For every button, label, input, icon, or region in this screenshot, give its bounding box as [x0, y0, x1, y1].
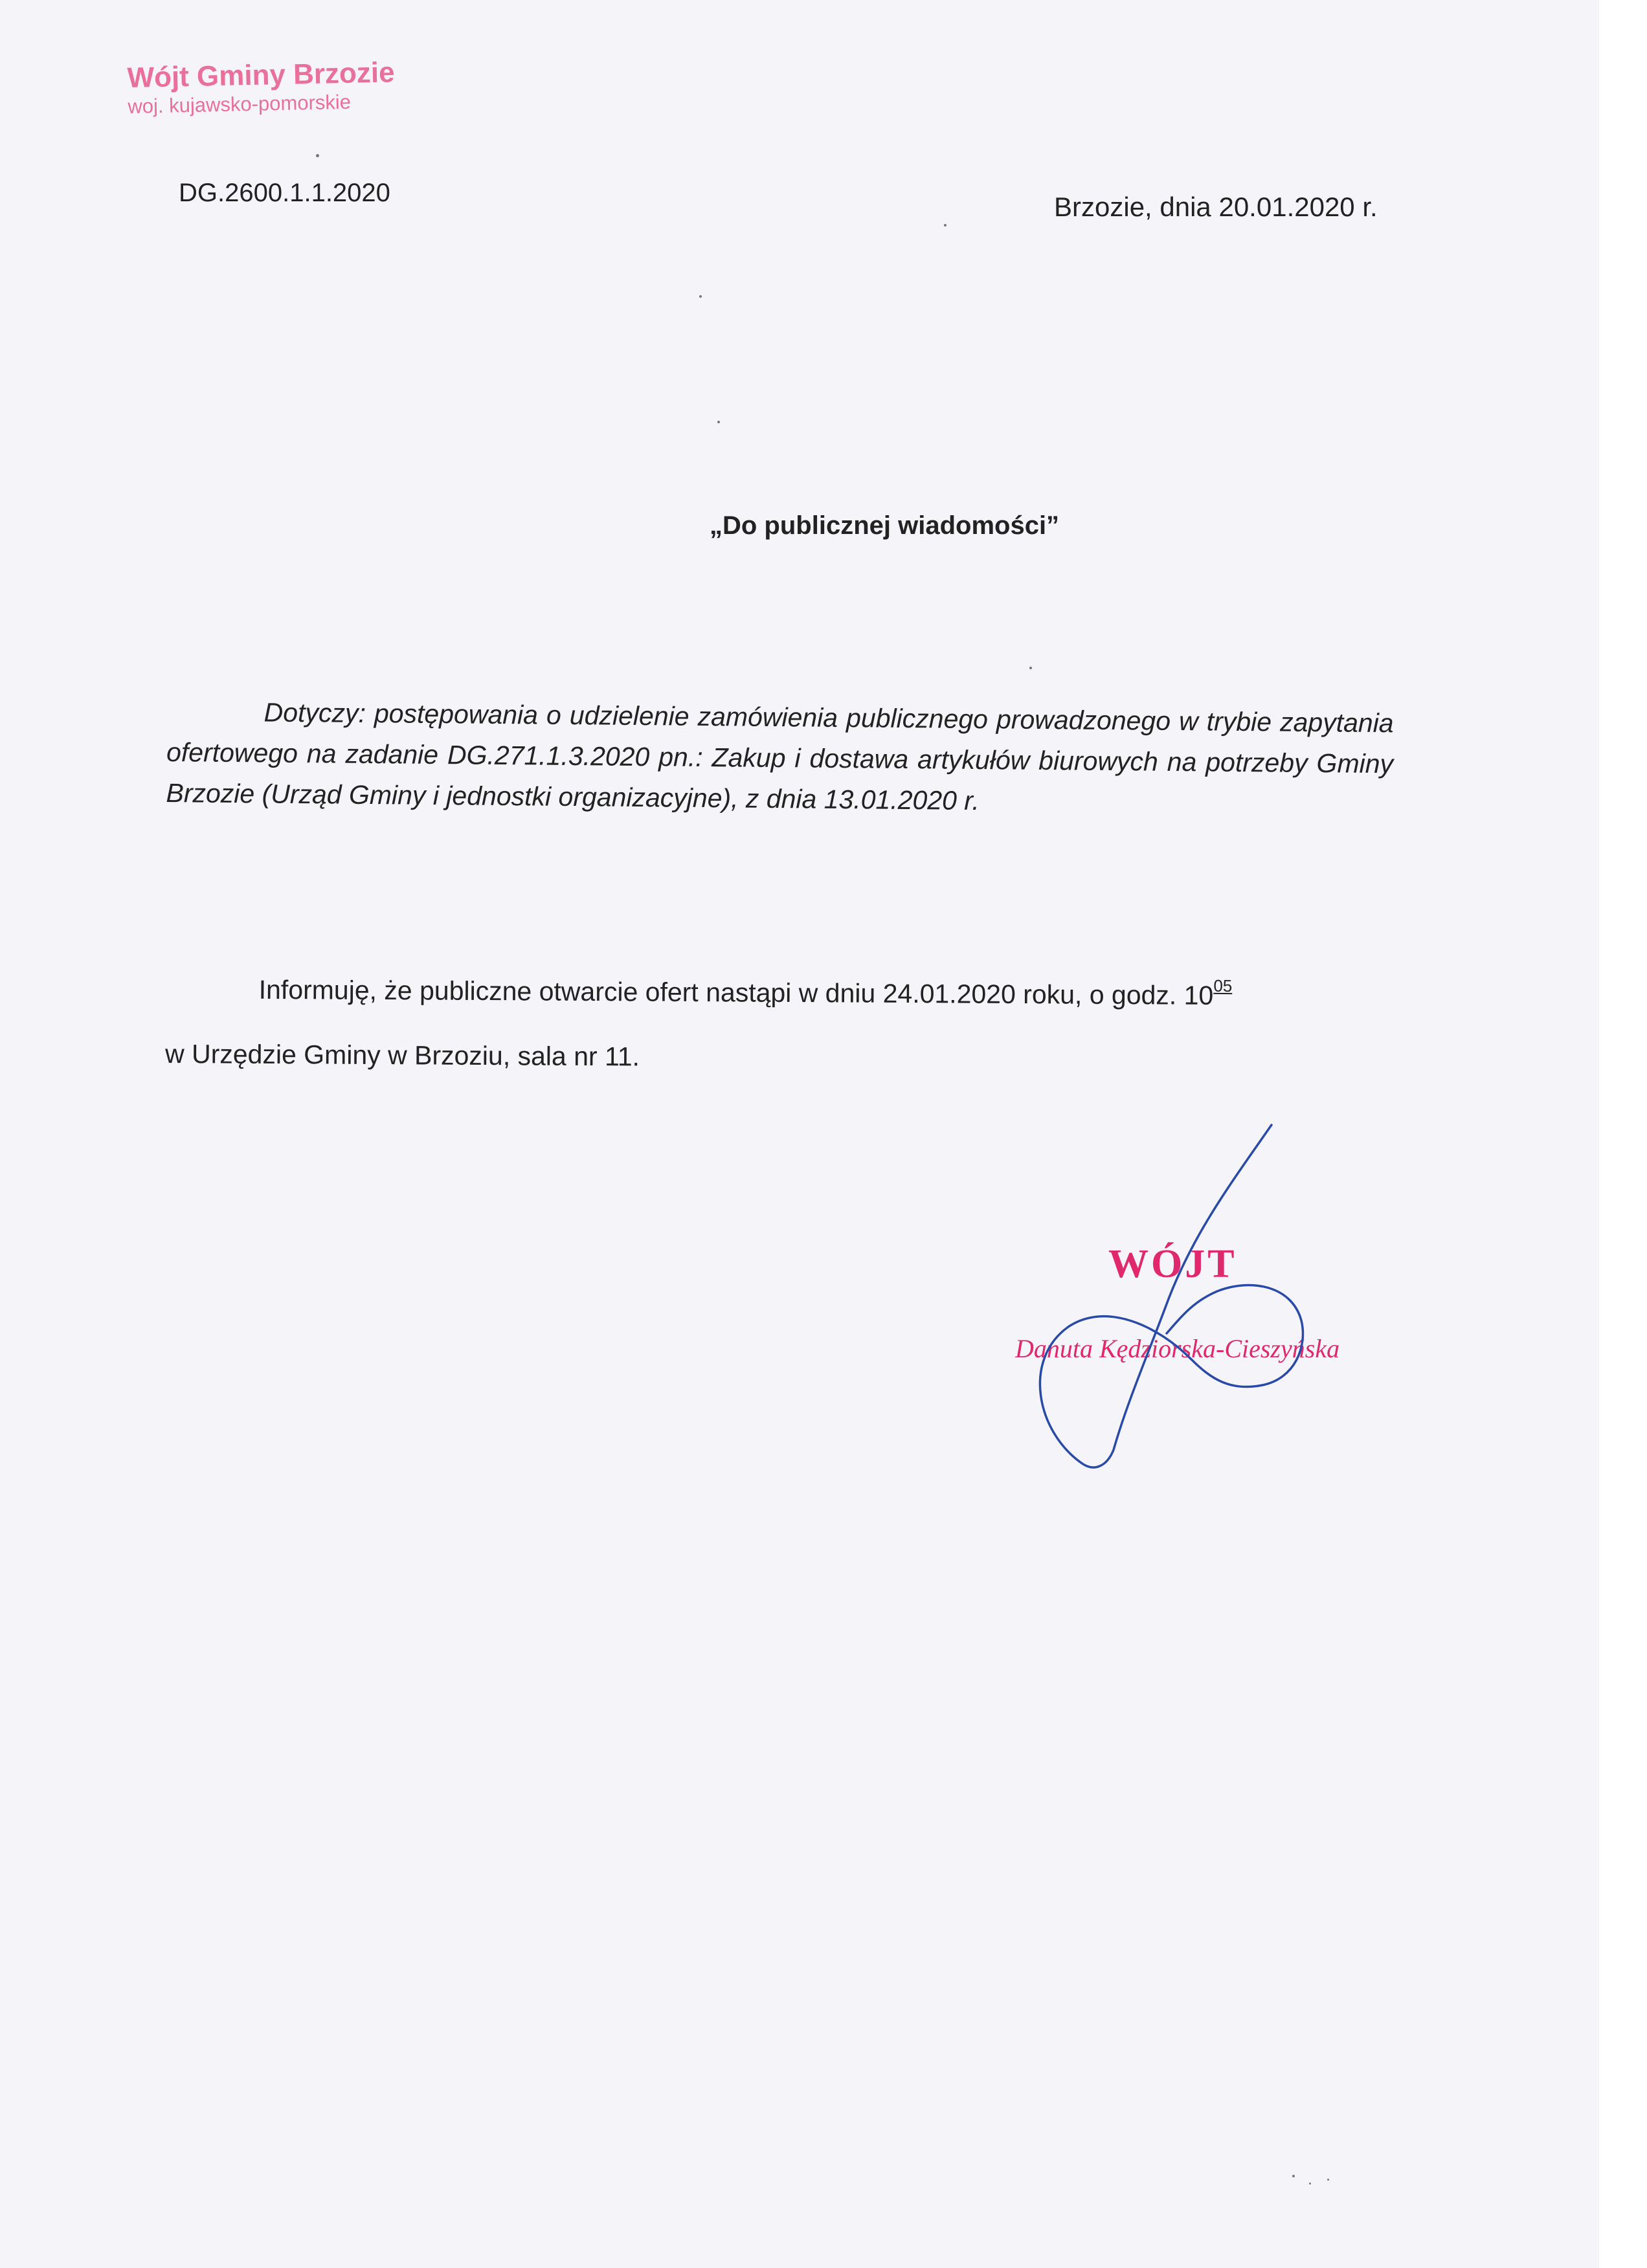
- signature-stamp-name: Danuta Kędziorska-Cieszyńska: [1015, 1334, 1340, 1363]
- subject-text: Dotyczy: postępowania o udzielenie zamówienia publicznego prowadzonego w trybie zapytania ofertowego na zadanie DG.271.1.3.2020 pn.: Zakup i dostawa artykułów biurowych na potrzeby Gminy Brzozie (Urząd Gminy i jednostki organizacyjne), z dnia 13.01.2020 r.: [166, 697, 1394, 816]
- letterhead-region: woj. kujawsko-pomorskie: [128, 90, 352, 118]
- reference-number: DG.2600.1.1.2020: [179, 179, 390, 207]
- scan-speck: [1327, 2179, 1329, 2181]
- scan-speck: [699, 295, 702, 298]
- scan-speck: [717, 421, 720, 423]
- letterhead-stamp: [127, 56, 396, 118]
- signature-stamp-title: WÓJT: [1108, 1242, 1237, 1286]
- subject-paragraph: [166, 691, 1394, 825]
- scan-speck: [1292, 2175, 1295, 2177]
- scan-margin: [1599, 0, 1647, 2268]
- handwritten-signature: [997, 1113, 1334, 1476]
- place-and-date: Brzozie, dnia 20.01.2020 r.: [1054, 192, 1378, 222]
- information-paragraph: [165, 957, 1396, 1094]
- letterhead-issuer: Wójt Gminy Brzozie: [127, 56, 396, 94]
- scan-speck: [1029, 667, 1032, 669]
- info-time-minutes: 05: [1213, 975, 1233, 996]
- scan-speck: [316, 154, 319, 157]
- document-heading: „Do publicznej wiadomości”: [710, 511, 1060, 540]
- info-text-before-time: Informuję, że publiczne otwarcie ofert nastąpi w dniu 24.01.2020 roku, o godz. 10: [258, 974, 1214, 1010]
- scan-speck: [1309, 2183, 1311, 2185]
- scan-speck: [944, 224, 947, 227]
- info-text-after-time: w Urzędzie Gminy w Brzoziu, sala nr 11.: [164, 1038, 640, 1072]
